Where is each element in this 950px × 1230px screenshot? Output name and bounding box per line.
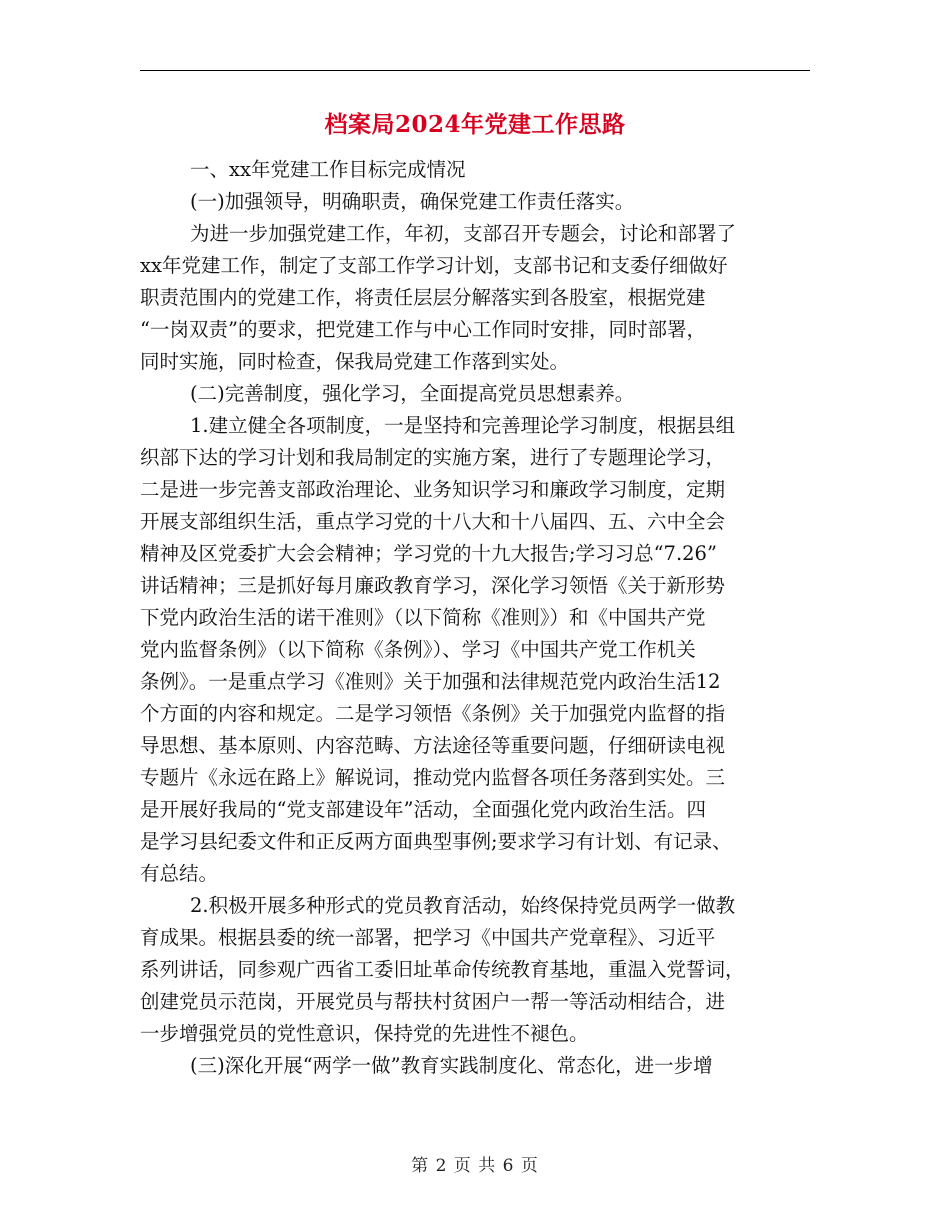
header-rule [140,70,810,71]
body-line: 下党内政治生活的诺干准则》（以下简称《准则》）和《中国共产党 [140,606,706,629]
body-line: 为进一步加强党建工作，年初，支部召开专题会，讨论和部署了 [190,222,737,245]
body-line: 2.积极开展多种形式的党员教育活动，始终保持党员两学一做教 [190,894,736,917]
body-line: 1.建立健全各项制度，一是坚持和完善理论学习制度，根据县组 [190,414,736,437]
body-line: 一步增强党员的党性意识，保持党的先进性不褪色。 [140,1022,589,1045]
body-line: “一岗双责”的要求，把党建工作与中心工作同时安排，同时部署， [140,318,706,341]
body-line: 专题片《永远在路上》解说词，推动党内监督各项任务落到实处。三 [140,766,726,789]
body-line: 是学习县纪委文件和正反两方面典型事例;要求学习有计划、有记录、 [140,830,732,853]
body-line: 个方面的内容和规定。二是学习领悟《条例》关于加强党内监督的指 [140,702,726,725]
document-title: 档案局2024年党建工作思路 [324,111,626,138]
body-line: (一)加强领导，明确职责，确保党建工作责任落实。 [190,190,635,213]
body-line: 系列讲话，同参观广西省工委旧址革命传统教育基地，重温入党誓词， [140,958,745,981]
body-line: 一、xx年党建工作目标完成情况 [190,158,466,181]
page-number: 第 2 页 共 6 页 [411,1156,539,1176]
body-line: 导思想、基本原则、内容范畴、方法途径等重要问题，仔细研读电视 [140,734,726,757]
body-line: (三)深化开展“两学一做”教育实践制度化、常态化，进一步增 [190,1054,713,1077]
body-line: 精神及区党委扩大会会精神；学习党的十九大报告;学习习总“7.26” [140,542,717,565]
body-line: 党内监督条例》（以下简称《条例》）、学习《中国共产党工作机关 [140,638,696,661]
body-line: (二)完善制度，强化学习，全面提高党员思想素养。 [190,382,635,405]
body-line: 有总结。 [140,862,219,885]
body-line: 是开展好我局的“党支部建设年”活动，全面强化党内政治生活。四 [140,798,706,821]
body-line: 同时实施，同时检查，保我局党建工作落到实处。 [140,350,570,373]
body-line: 职责范围内的党建工作，将责任层层分解落实到各股室，根据党建 [140,286,706,309]
body-line: 讲话精神；三是抓好每月廉政教育学习，深化学习领悟《关于新形势 [140,574,726,597]
body-line: xx年党建工作，制定了支部工作学习计划，支部书记和支委仔细做好 [140,254,728,277]
body-line: 创建党员示范岗，开展党员与帮扶村贫困户一帮一等活动相结合，进 [140,990,726,1013]
body-line: 育成果。根据县委的统一部署，把学习《中国共产党章程》、习近平 [140,926,716,949]
body-line: 二是进一步完善支部政治理论、业务知识学习和廉政学习制度，定期 [140,478,726,501]
body-line: 织部下达的学习计划和我局制定的实施方案，进行了专题理论学习， [140,446,726,469]
body-line: 开展支部组织生活，重点学习党的十八大和十八届四、五、六中全会 [140,510,726,533]
body-line: 条例》。一是重点学习《准则》关于加强和法律规范党内政治生活12 [140,670,721,693]
document-body [140,154,810,1082]
